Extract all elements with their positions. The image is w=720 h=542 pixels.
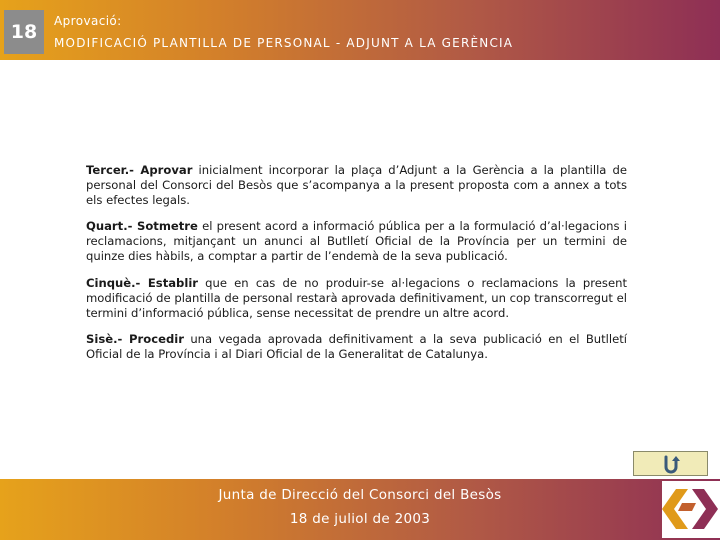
paragraph-lead: Cinquè.- Establir — [86, 275, 199, 290]
footer-bar — [0, 479, 720, 540]
document-body — [86, 163, 627, 373]
paragraph-text: que en cas de no produir-se al·legacions o reclamacions la present modificació de plantilla de personal restarà aprovada definitivament, un cop transcorregut el termini d’informació pública, sense necessitat de prendre un altre acord. — [86, 275, 627, 320]
paragraph-text: el present acord a informació pública per a la formulació d’al·legacions i reclamacions, mitjançant un anunci al Butlletí Oficial de la Província per un termini de quinze dies hàbils, a comptar a partir de l’endemà de la seva publicació. — [86, 219, 627, 264]
paragraph-lead: Tercer.- Aprovar — [86, 163, 193, 177]
paragraph-sise — [86, 332, 627, 362]
return-arrow-icon — [661, 454, 681, 474]
consorci-logo-icon — [662, 481, 720, 538]
paragraph-text: una vegada aprovada definitivament a la seva publicació en el Butlletí Oficial de la Província i al Diari Oficial de la Generalitat de Catalunya. — [86, 331, 628, 361]
paragraph-lead: Sisè.- Procedir — [86, 331, 184, 346]
page-title: MODIFICACIÓ PLANTILLA DE PERSONAL - ADJUNT A LA GERÈNCIA — [54, 36, 514, 50]
slide-number: 18 — [4, 10, 44, 54]
footer-date: 18 de juliol de 2003 — [289, 511, 431, 527]
paragraph-cinque — [86, 276, 627, 321]
paragraph-tercer — [86, 163, 627, 208]
paragraph-quart — [86, 219, 627, 264]
footer-organization: Junta de Direcció del Consorci del Besòs — [218, 487, 502, 503]
paragraph-lead: Quart.- Sotmetre — [86, 219, 198, 234]
header-label: Aprovació: — [54, 14, 122, 28]
paragraph-text: inicialment incorporar la plaça d’Adjunt a la Gerència a la plantilla de personal del Consorci del Besòs que s’acompanya a la present proposta com a annex a tots els efectes legals. — [86, 163, 627, 208]
return-button[interactable] — [633, 451, 708, 476]
header-bar — [0, 0, 720, 60]
